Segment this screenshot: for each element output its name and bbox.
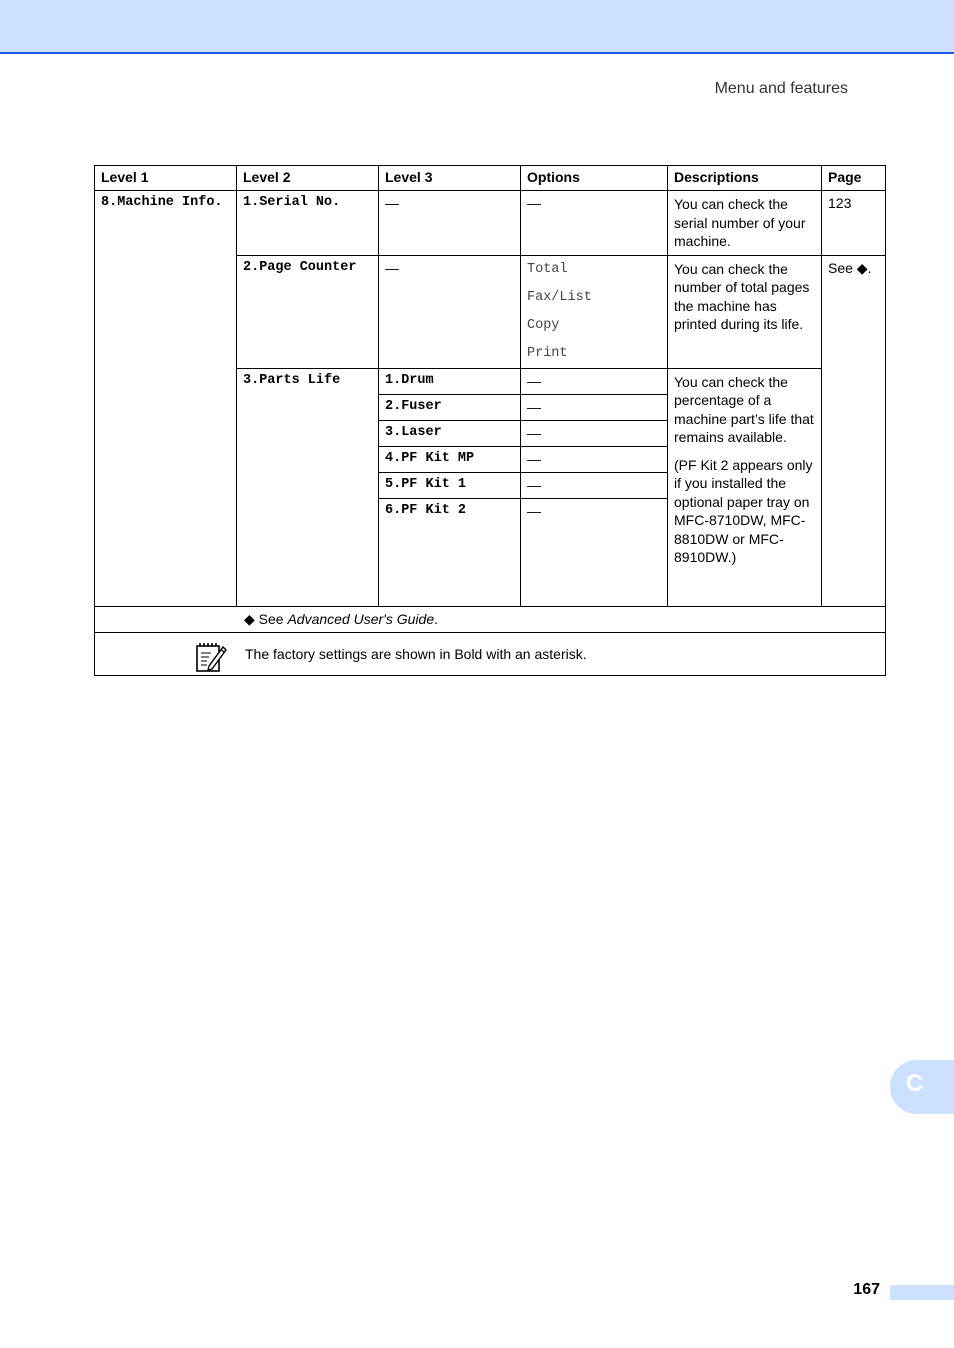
level3-fuser: 2.Fuser: [379, 394, 521, 420]
options-serial-no: —: [521, 191, 668, 256]
description-page-counter: You can check the number of total pages the machine has printed during its life.: [668, 255, 822, 368]
options-drum: —: [521, 368, 668, 394]
header-level3: Level 3: [379, 166, 521, 191]
options-pf-kit-1: —: [521, 472, 668, 498]
level1-machine-info: 8.Machine Info.: [95, 191, 237, 607]
options-pf-kit-mp: —: [521, 446, 668, 472]
chapter-tab: [890, 1060, 954, 1114]
chapter-letter: C: [906, 1070, 924, 1097]
header-options: Options: [521, 166, 668, 191]
description-parts-life-note: (PF Kit 2 appears only if you installed the optional paper tray on MFC-8710DW, MFC-8810DW or MFC-8910DW.): [674, 456, 813, 565]
page-page-counter: See ◆.: [822, 255, 886, 606]
footnote-prefix: ◆ See: [244, 610, 288, 627]
level3-pf-kit-2: 6.PF Kit 2: [379, 498, 521, 606]
level2-page-counter: 2.Page Counter: [237, 255, 379, 368]
level2-serial-no: 1.Serial No.: [237, 191, 379, 256]
level2-parts-life: 3.Parts Life: [237, 368, 379, 606]
option-fax-list: Fax/List: [527, 289, 592, 305]
options-laser: —: [521, 420, 668, 446]
level3-serial-no: —: [379, 191, 521, 256]
options-fuser: —: [521, 394, 668, 420]
footnote: [95, 606, 886, 632]
top-header-band: [0, 0, 954, 54]
page-number-bar: [890, 1285, 954, 1300]
note-text: The factory settings are shown in Bold with an asterisk.: [245, 645, 587, 662]
options-page-counter: [521, 255, 668, 368]
option-copy: Copy: [527, 317, 560, 333]
table-header-row: [95, 166, 886, 191]
description-parts-life-main: You can check the percentage of a machine part’s life that remains available.: [674, 373, 814, 445]
level3-drum: 1.Drum: [379, 368, 521, 394]
footnote-guide-title: Advanced User's Guide: [287, 610, 435, 627]
option-total: Total: [527, 261, 568, 277]
header-level2: Level 2: [237, 166, 379, 191]
level3-pf-kit-1: 5.PF Kit 1: [379, 472, 521, 498]
page-number: 167: [853, 1281, 880, 1298]
level3-pf-kit-mp: 4.PF Kit MP: [379, 446, 521, 472]
section-title: Menu and features: [714, 80, 848, 97]
menu-table: [94, 165, 886, 676]
level3-page-counter: —: [379, 255, 521, 368]
header-page: Page: [822, 166, 886, 191]
header-level1: Level 1: [95, 166, 237, 191]
description-serial-no: You can check the serial number of your machine.: [668, 191, 822, 256]
option-print: Print: [527, 345, 568, 361]
table-row: [95, 191, 886, 256]
description-parts-life: [668, 368, 822, 606]
options-pf-kit-2: —: [521, 498, 668, 606]
note-row: [95, 632, 886, 675]
note-pencil-icon: [195, 641, 227, 673]
header-descriptions: Descriptions: [668, 166, 822, 191]
note-cell: [95, 632, 886, 675]
footnote-suffix: .: [434, 610, 438, 627]
footnote-row: [95, 606, 886, 632]
page-serial-no: 123: [822, 191, 886, 256]
level3-laser: 3.Laser: [379, 420, 521, 446]
